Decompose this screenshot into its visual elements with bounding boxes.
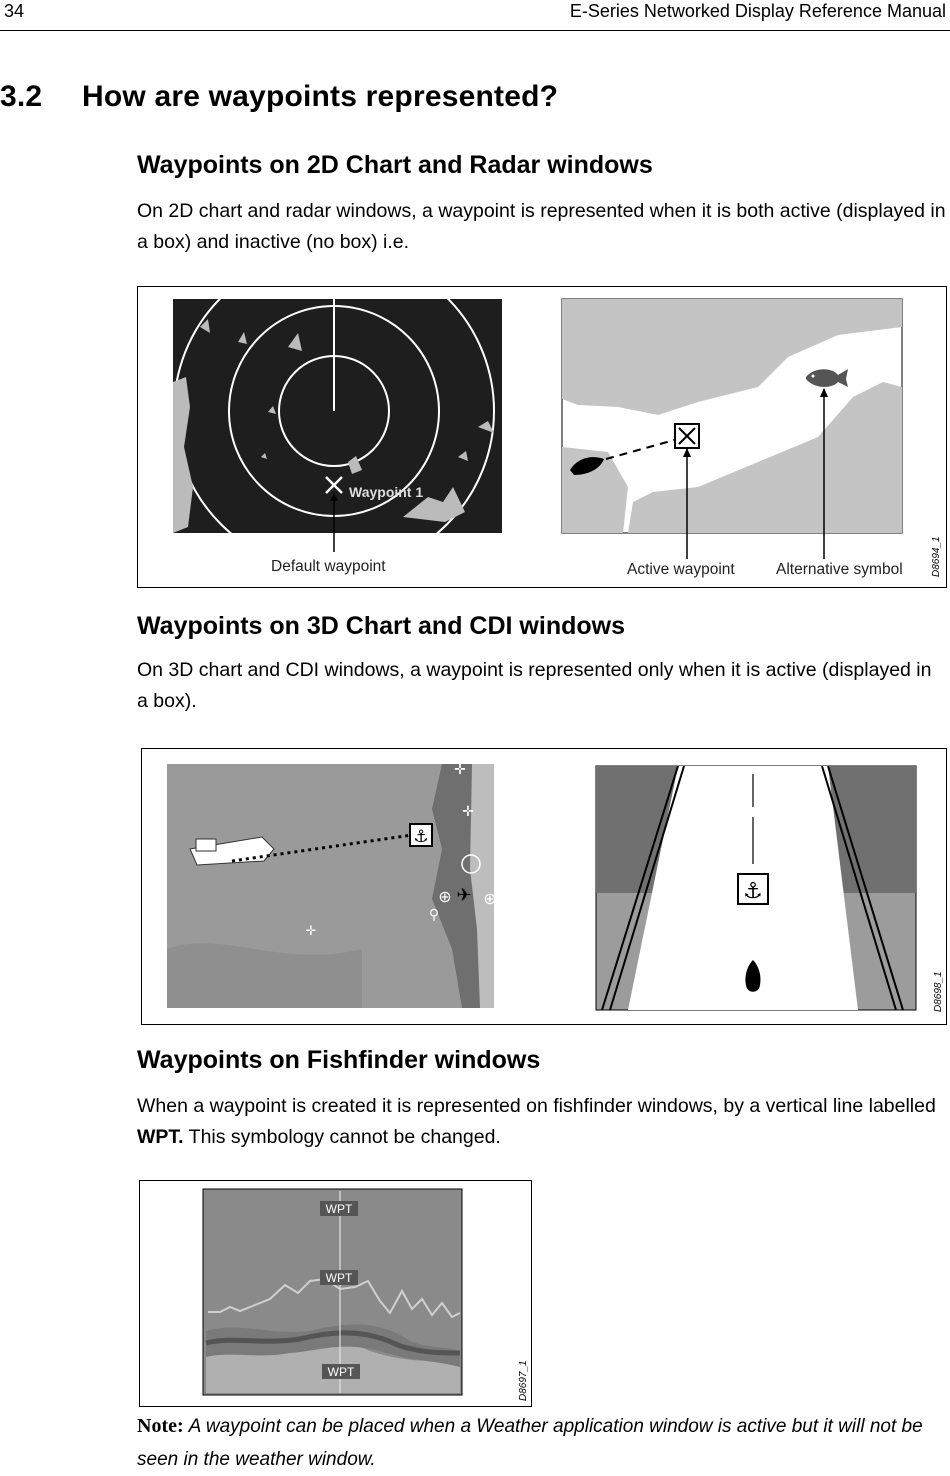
- note-label: Note:: [137, 1415, 184, 1437]
- fishfinder-panel: [203, 1189, 462, 1395]
- callout-default-waypoint: Default waypoint: [271, 558, 386, 575]
- figure-3d-chart-cdi: [141, 748, 947, 1025]
- marker-icon: ✛: [454, 762, 466, 778]
- wpt-label-top: WPT: [325, 1202, 353, 1216]
- cdi-panel: [596, 766, 916, 1010]
- section-title: [0, 80, 558, 114]
- radar-waypoint-label: Waypoint 1: [349, 484, 424, 500]
- fishfinder-body-after: This symbology cannot be changed.: [183, 1126, 501, 1148]
- radar-panel: [173, 287, 502, 575]
- wpt-label-bottom: WPT: [327, 1365, 355, 1379]
- svg-text:⚓: ⚓: [743, 879, 763, 904]
- marker-icon: ⊕: [438, 887, 452, 906]
- section-title-text: How are waypoints represented?: [82, 80, 559, 113]
- figure-id-2d: D8694_1: [931, 536, 942, 577]
- wpt-label-middle: WPT: [325, 1271, 353, 1285]
- marker-icon: ✛: [305, 924, 317, 939]
- paragraph-3d-chart-cdi: On 3D chart and CDI windows, a waypoint is represented only when it is active (displayed in a box).: [137, 659, 932, 712]
- figure-id-3d: D8698_1: [933, 971, 944, 1012]
- section-number: 3.2: [0, 80, 43, 113]
- figure-fishfinder: [139, 1180, 532, 1407]
- svg-text:⚓: ⚓: [413, 827, 429, 847]
- note: [137, 1410, 947, 1476]
- callout-active-waypoint: Active waypoint: [627, 561, 735, 578]
- marker-icon: ✛: [462, 804, 474, 820]
- fishfinder-body-before: When a waypoint is created it is represented on fishfinder windows, by a vertical line labelled: [137, 1095, 936, 1117]
- heading-3d-chart-cdi: Waypoints on 3D Chart and CDI windows: [137, 612, 625, 640]
- marker-icon: ⊕: [483, 889, 497, 908]
- page-number: 34: [4, 1, 25, 21]
- figure-id-fishfinder: D8697_1: [518, 1360, 529, 1401]
- active-waypoint-icon: [738, 874, 768, 904]
- chart-panel: [562, 299, 903, 578]
- 3d-chart-panel: [167, 762, 497, 1008]
- marker-icon: ⚲: [428, 907, 440, 923]
- paragraph-fishfinder: [137, 1091, 947, 1153]
- note-text: A waypoint can be placed when a Weather application window is active but it will not be seen in the weather window.: [137, 1416, 923, 1470]
- figure-2d-chart-radar: [137, 286, 947, 588]
- callout-alternative-symbol: Alternative symbol: [776, 561, 903, 578]
- heading-2d-chart-radar: Waypoints on 2D Chart and Radar windows: [137, 151, 653, 179]
- fishfinder-body-bold: WPT.: [137, 1126, 184, 1148]
- manual-title: E-Series Networked Display Reference Manual: [569, 1, 946, 21]
- paragraph-2d-chart-radar: On 2D chart and radar windows, a waypoint is represented when it is both active (displayed in a box) and inactive (no box) i.e.: [137, 200, 946, 253]
- header-divider: [0, 30, 950, 31]
- active-waypoint-icon: [675, 424, 699, 448]
- aircraft-icon: ✈: [456, 885, 472, 906]
- heading-fishfinder: Waypoints on Fishfinder windows: [137, 1046, 541, 1074]
- active-waypoint-icon: [410, 824, 432, 847]
